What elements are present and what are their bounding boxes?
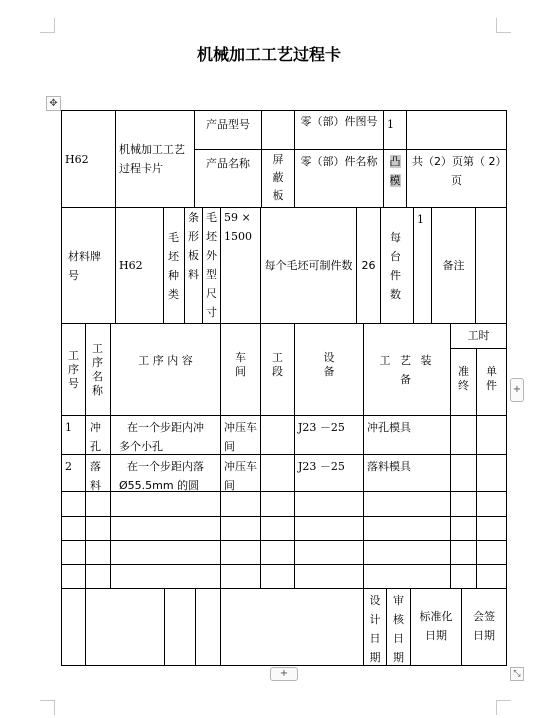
op-row-2-unit: [476, 454, 507, 492]
material-grade-label: 材料牌号: [61, 207, 116, 324]
empty-table-cell: [363, 516, 451, 541]
footer-blank: [61, 588, 86, 666]
empty-table-cell: [363, 540, 451, 565]
op-row-2-equipment: J23 －25: [294, 454, 364, 492]
footer-blank: [220, 588, 364, 666]
empty-table-cell: [450, 491, 477, 517]
empty-table-cell: [110, 564, 221, 589]
empty-table-cell: [110, 491, 221, 517]
empty-table-cell: [294, 540, 364, 565]
empty-table-cell: [85, 491, 111, 517]
empty-table-cell: [260, 516, 295, 541]
op-row-1-tooling: 冲孔模具: [363, 415, 451, 455]
op-row-2-section: [260, 454, 295, 492]
part-name-value-cell: [383, 149, 407, 208]
empty-table-cell: [110, 540, 221, 565]
material-grade-value: H62: [115, 207, 164, 324]
op-row-1-section: [260, 415, 295, 455]
part-name-value: 凸模: [389, 155, 401, 187]
op-equipment-header: 设备: [294, 323, 364, 416]
empty-table-cell: [85, 540, 111, 565]
empty-table-cell: [450, 540, 477, 565]
product-name-label: 产品名称: [194, 149, 262, 208]
page-info: 共（2）页第（ 2）页: [406, 149, 507, 208]
op-unit-header: 单件: [476, 348, 507, 416]
empty-table-cell: [220, 516, 261, 541]
blank-cell: [406, 110, 507, 150]
empty-table-cell: [85, 564, 111, 589]
op-row-1-name: 冲孔: [85, 415, 111, 455]
op-workshop-header: 车间: [220, 323, 261, 416]
per-blank-label: 每个毛坯可制件数: [260, 207, 357, 324]
op-row-1-seq: 1: [61, 415, 86, 455]
op-row-1-equipment: J23 －25: [294, 415, 364, 455]
empty-table-cell: [110, 516, 221, 541]
empty-table-cell: [294, 516, 364, 541]
document-title: 机械加工工艺过程卡: [196, 45, 341, 64]
empty-table-cell: [220, 540, 261, 565]
empty-table-cell: [260, 540, 295, 565]
empty-table-cell: [476, 491, 507, 517]
op-row-1-workshop: 冲压车间: [220, 415, 261, 455]
empty-table-cell: [61, 491, 86, 517]
op-section-header: 工段: [260, 323, 295, 416]
sign-date-label: 会签日期: [461, 588, 507, 666]
page-corner-mark: [496, 18, 511, 33]
op-row-2-content: 在一个步距内落Ø55.5mm 的圆: [110, 454, 221, 492]
op-row-2-prep: [450, 454, 477, 492]
per-blank-value: 26: [356, 207, 381, 324]
footer-blank: [195, 588, 221, 666]
empty-table-cell: [450, 516, 477, 541]
op-row-2-seq: 2: [61, 454, 86, 492]
design-date-label: 设计日期: [363, 588, 387, 666]
blank-size-value: 59 × 1500: [220, 207, 261, 324]
part-name-label: 零（部）件名称: [294, 149, 384, 208]
op-seq-header: 工序号: [61, 323, 86, 416]
blank-size-label: 毛坯外型尺寸: [202, 207, 221, 324]
op-row-1-prep: [450, 415, 477, 455]
op-row-2-name: 落料: [85, 454, 111, 492]
footer-blank: [164, 588, 196, 666]
empty-table-cell: [450, 564, 477, 589]
page-corner-mark: [496, 700, 511, 715]
page-corner-mark: [40, 18, 55, 33]
blank-type-value: 条形板料: [184, 207, 203, 324]
product-name-value: 屏蔽板: [261, 149, 295, 208]
empty-table-cell: [363, 564, 451, 589]
add-column-icon[interactable]: +: [510, 378, 524, 402]
table-move-handle-icon[interactable]: ✥: [46, 96, 61, 111]
empty-table-cell: [220, 564, 261, 589]
product-model-value: [261, 110, 295, 150]
review-date-label: 审核日期: [386, 588, 411, 666]
op-content-header: 工 序 内 容: [110, 323, 221, 416]
remark-label: 备注: [431, 207, 476, 324]
empty-table-cell: [61, 540, 86, 565]
page-corner-mark: [40, 700, 55, 715]
part-drawing-label: 零（部）件图号: [294, 110, 384, 150]
footer-blank: [85, 588, 165, 666]
blank-type-label: 毛坯种类: [163, 207, 185, 324]
op-row-1-content: 在一个步距内冲多个小孔: [110, 415, 221, 455]
empty-table-cell: [294, 491, 364, 517]
per-unit-label: 每台件数: [380, 207, 414, 324]
empty-table-cell: [363, 491, 451, 517]
empty-table-cell: [85, 516, 111, 541]
empty-table-cell: [476, 564, 507, 589]
empty-table-cell: [476, 540, 507, 565]
product-model-label: 产品型号: [194, 110, 262, 150]
op-prep-header: 准终: [450, 348, 477, 416]
op-name-header: 工序名称: [85, 323, 111, 416]
remark-value: [475, 207, 507, 324]
op-tooling-header: 工 艺 装 备: [363, 323, 451, 416]
empty-table-cell: [294, 564, 364, 589]
op-hours-header: 工时: [450, 323, 507, 349]
add-row-icon[interactable]: +: [270, 667, 298, 681]
empty-table-cell: [61, 564, 86, 589]
empty-table-cell: [61, 516, 86, 541]
empty-table-cell: [260, 491, 295, 517]
op-row-1-unit: [476, 415, 507, 455]
empty-table-cell: [220, 491, 261, 517]
table-resize-handle-icon[interactable]: ⤡: [510, 667, 524, 681]
part-drawing-value: 1: [383, 110, 407, 150]
material-code-cell: H62: [61, 110, 116, 208]
op-row-2-workshop: 冲压车间: [220, 454, 261, 492]
empty-table-cell: [476, 516, 507, 541]
standard-date-label: 标准化日期: [410, 588, 462, 666]
card-name-cell: 机械加工工艺过程卡片: [115, 110, 195, 208]
per-unit-value: 1: [413, 207, 432, 324]
op-row-2-tooling: 落料模具: [363, 454, 451, 492]
empty-table-cell: [260, 564, 295, 589]
